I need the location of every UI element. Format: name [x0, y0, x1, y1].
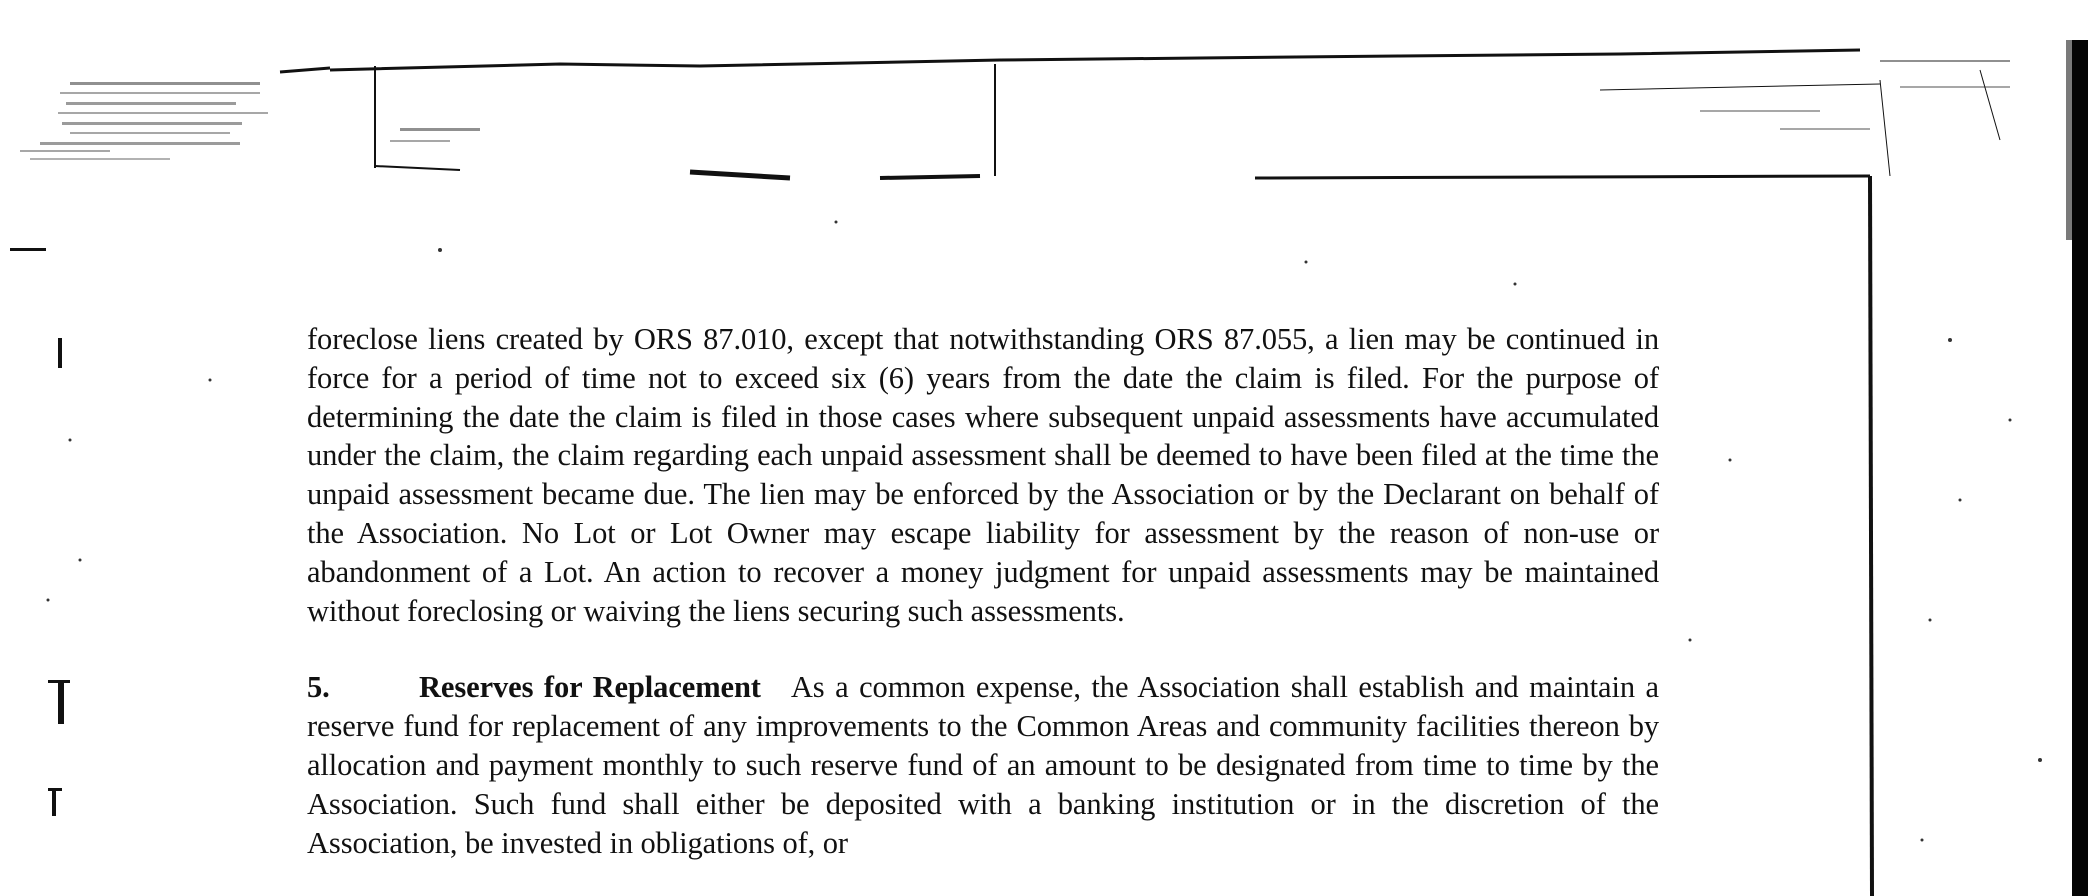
- section-title: Reserves for Replacement: [419, 670, 761, 705]
- document-body: [307, 320, 1659, 862]
- section-body: As a common expense, the Association shall establish and maintain a reserve fund for replacement of any improvements to the Common Areas and community facilities thereon by allocation and payment monthly to such reserve fund of an amount to be designated from time to time by the Association. Such fund shall either be deposited with a banking institution or in the discretion of the Association, be invested in obligations of, or: [307, 670, 1659, 860]
- section-5-reserves: [307, 668, 1659, 862]
- section-number: 5.: [307, 670, 330, 705]
- paragraph-lien-enforcement: foreclose liens created by ORS 87.010, except that notwithstanding ORS 87.055, a lien may be continued in force for a period of time not to exceed six (6) years from the date the claim is filed. For the purpose of determining the date the claim is filed in those cases where subsequent unpaid assessments have accumulated under the claim, the claim regarding each unpaid assessment shall be deemed to have been filed at the time the unpaid assessment became due. The lien may be enforced by the Association or by the Declarant on behalf of the Association. No Lot or Lot Owner may escape liability for assessment by the reason of non-use or abandonment of a Lot. An action to recover a money judgment for unpaid assessments may be maintained without foreclosing or waiving the liens securing such assessments.: [307, 322, 1659, 628]
